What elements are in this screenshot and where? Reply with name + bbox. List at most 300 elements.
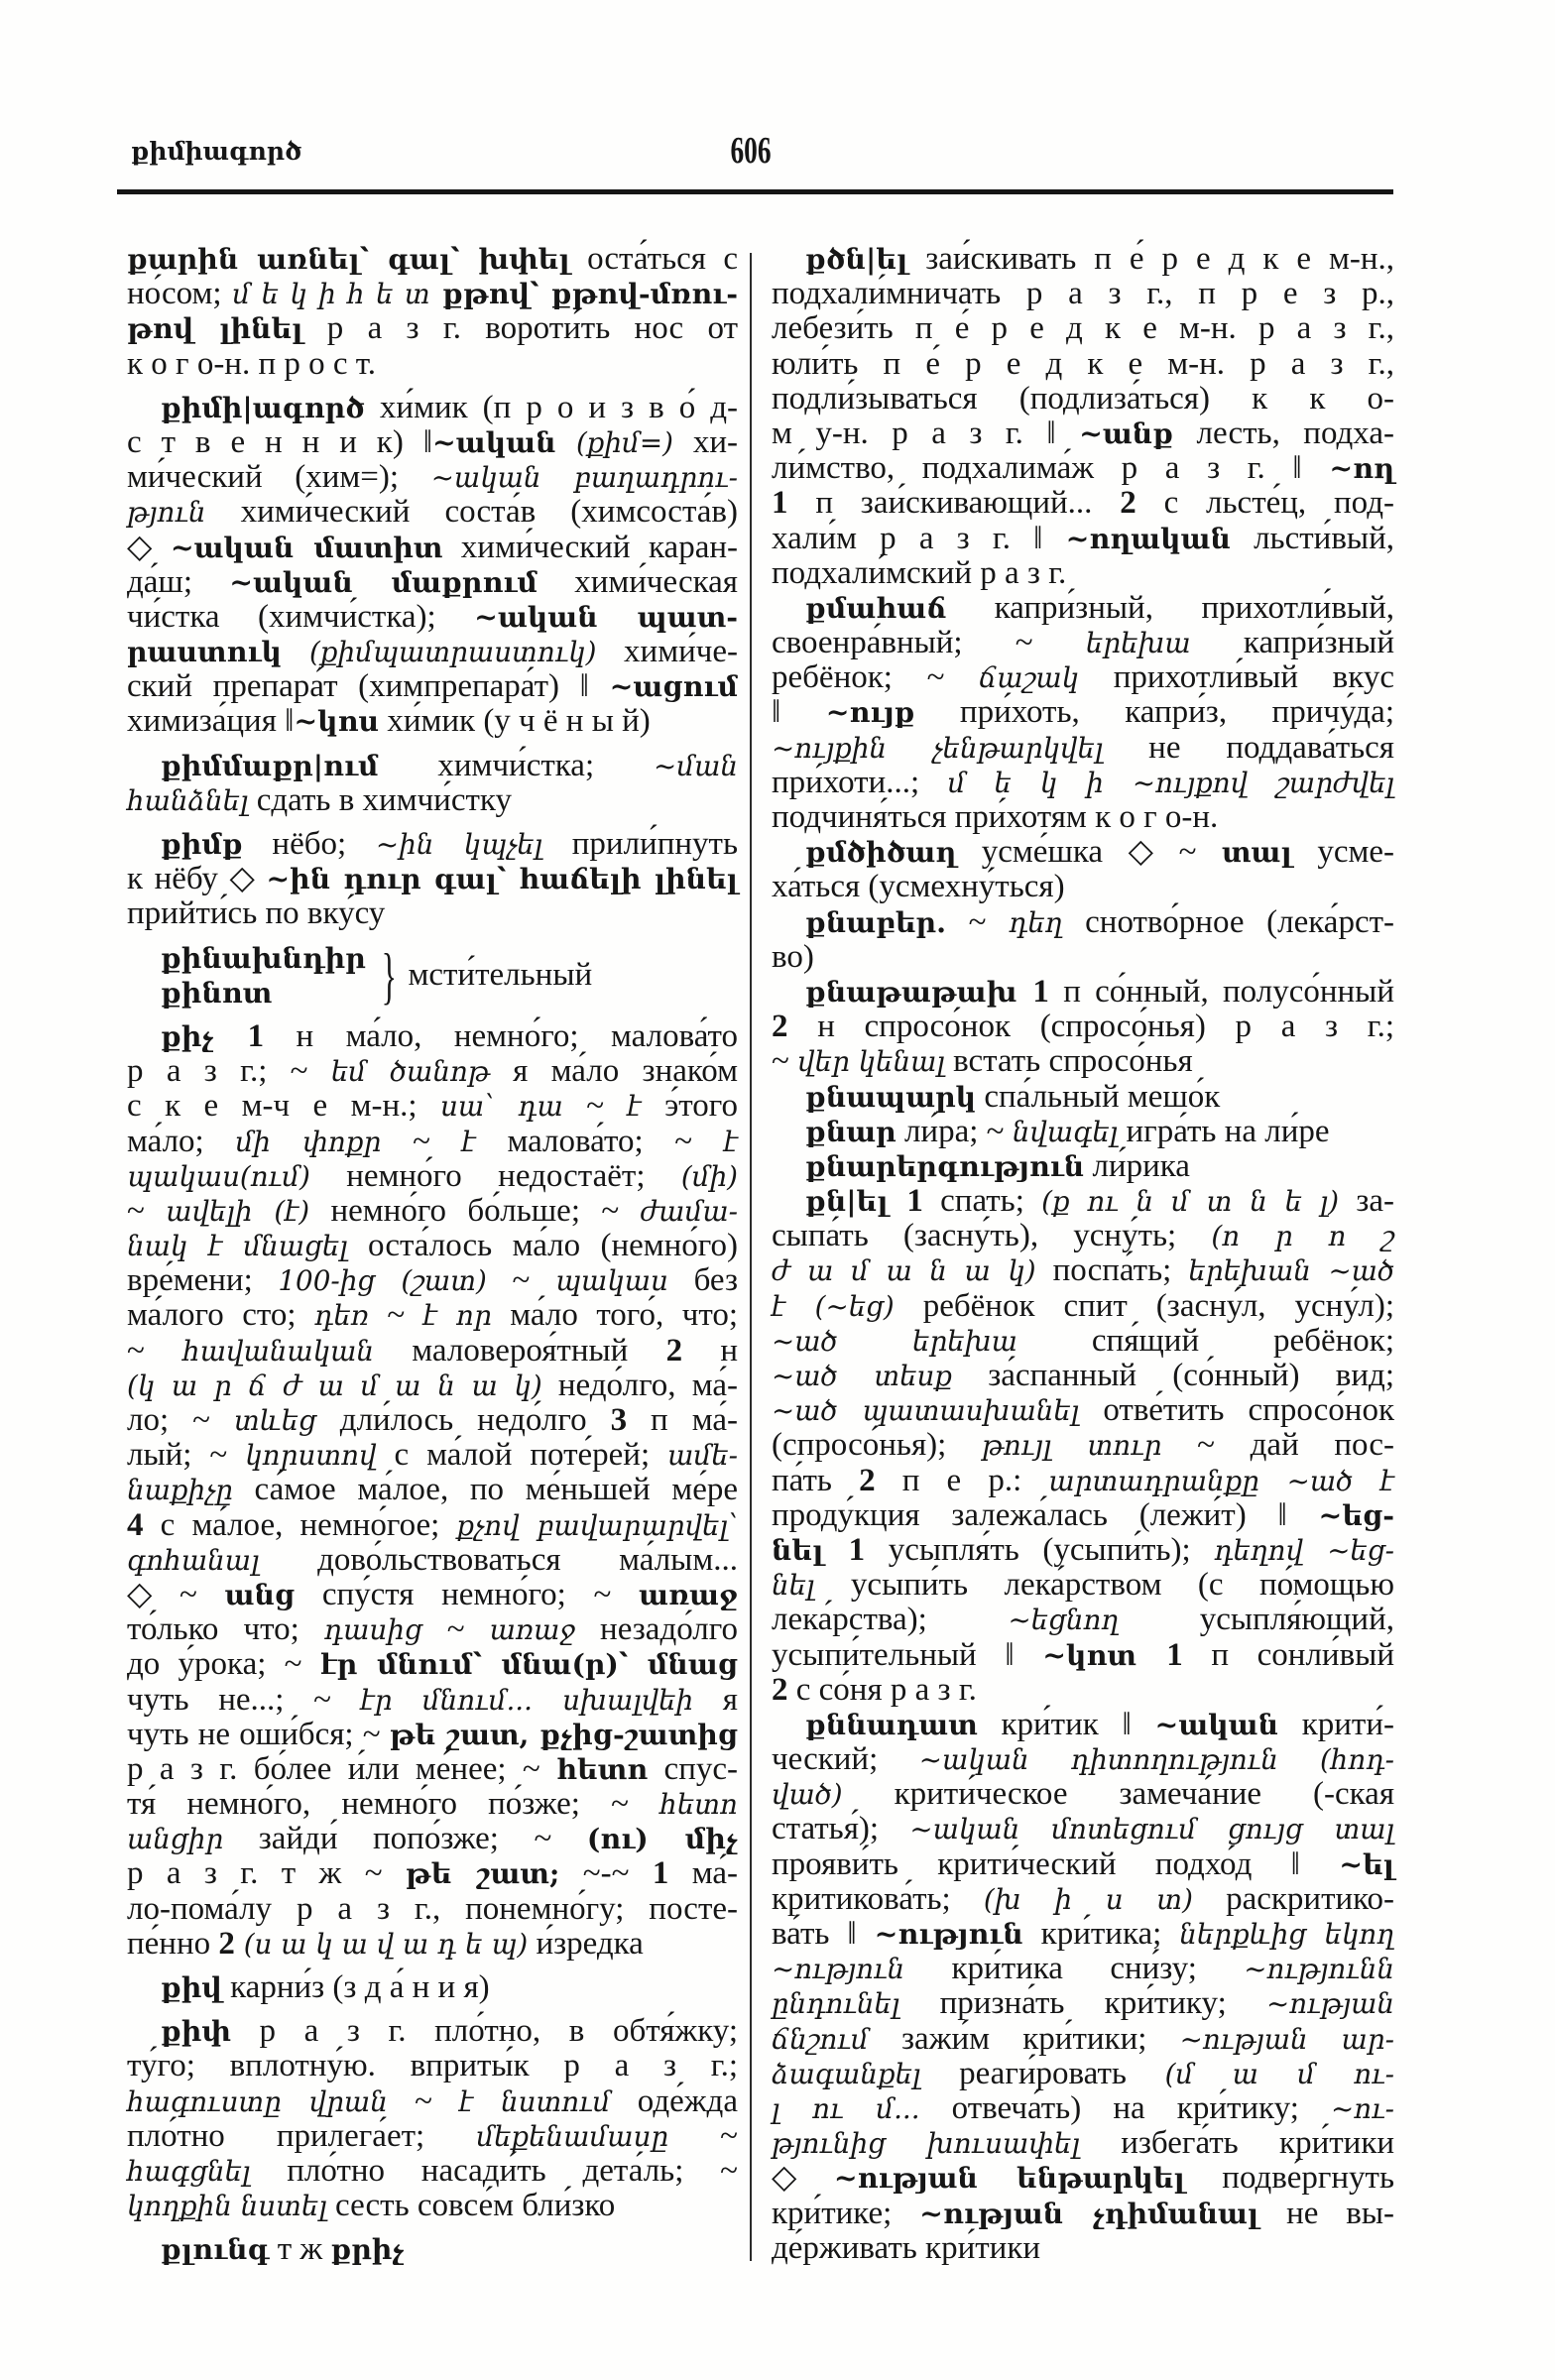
armenian-example: դեղով ~եց- xyxy=(1214,1533,1394,1567)
russian-translation: капри́зный, прихотли́вый, xyxy=(946,589,1394,626)
russian-translation: де́рживать кри́тики xyxy=(772,2229,1041,2266)
armenian-example: ներքևից եկող xyxy=(1179,1918,1395,1951)
sense-number: 2 xyxy=(1120,485,1136,522)
entry-line xyxy=(127,2189,738,2223)
dictionary-entry xyxy=(127,242,738,382)
entry-line xyxy=(127,1438,738,1473)
line-text xyxy=(772,381,1394,416)
line-text xyxy=(772,1009,1394,1044)
line-text xyxy=(127,241,738,277)
line-text xyxy=(772,521,1394,556)
line-text xyxy=(127,1368,738,1403)
russian-translation: ло-пома́лу р а з г., понемно́гу; посте- xyxy=(127,1890,738,1927)
russian-translation: хими́ческая xyxy=(537,563,738,600)
line-text xyxy=(772,1951,1394,1986)
bold-phrase: ~կոս xyxy=(294,704,380,739)
russian-translation: немно́го недостаёт; xyxy=(309,1157,681,1194)
bold-phrase: էր մնում՝ մնա(ր)՝ մնաց xyxy=(319,1647,738,1682)
armenian-example: քչով բավարարվել՝ xyxy=(456,1508,738,1542)
russian-translation: малова́то; ~ xyxy=(475,1123,724,1159)
line-text xyxy=(127,346,376,382)
line-text xyxy=(772,869,1065,904)
russian-translation: ~ xyxy=(421,1611,490,1648)
russian-translation: подхали́мский р а з г. xyxy=(772,554,1067,591)
armenian-example: է որ xyxy=(422,1299,492,1333)
dictionary-entry xyxy=(772,1184,1394,1708)
russian-translation: избега́ть кри́тики xyxy=(1079,2125,1395,2162)
entry-line xyxy=(127,1970,738,2005)
russian-translation: кри́тик ‖ xyxy=(977,1706,1155,1742)
russian-translation: недо́лго, ма́- xyxy=(541,1367,738,1403)
russian-translation: хими́че- xyxy=(596,634,738,670)
russian-translation: чи́стка (химчи́стка); xyxy=(127,598,475,635)
armenian-example: նաքիչը xyxy=(127,1474,233,1507)
entry-line xyxy=(772,626,1394,660)
line-text xyxy=(772,1985,1394,2021)
sense-number: 2 xyxy=(772,1009,788,1045)
russian-translation: ~ xyxy=(381,1123,462,1159)
entry-line xyxy=(127,425,738,460)
russian-translation: во) xyxy=(772,938,814,975)
russian-translation: ли́мство, подхалима́ж р а з г. ‖ xyxy=(772,450,1330,487)
bold-phrase: ~ական մաքրում xyxy=(229,564,538,599)
russian-translation: карни́з (з д а́ н и я) xyxy=(221,1969,490,2006)
russian-translation: ~ xyxy=(127,1192,167,1229)
russian-translation: лесть, подха- xyxy=(1173,415,1394,451)
armenian-example: երեխան ~ած xyxy=(1188,1254,1394,1288)
russian-translation: за- xyxy=(1339,1183,1394,1220)
russian-translation: хими́ческий соста́в (химсоста́в) xyxy=(205,494,738,531)
line-text xyxy=(772,1881,1394,1917)
armenian-example: ամե- xyxy=(667,1439,738,1473)
dictionary-entry xyxy=(772,1080,1394,1115)
line-text xyxy=(772,659,1394,695)
russian-translation: ми́ческий (хим=); xyxy=(127,459,431,496)
headword-group xyxy=(161,941,366,1011)
entry-line xyxy=(772,1184,1394,1219)
russian-translation: прихотли́вый вкус xyxy=(1079,659,1394,696)
line-text xyxy=(127,1611,738,1647)
bold-phrase: ~ության ենթարկել xyxy=(833,2161,1185,2196)
line-text xyxy=(127,861,738,896)
line-text xyxy=(805,241,1394,277)
entry-line xyxy=(127,495,738,530)
armenian-example: (քիմ=) xyxy=(555,425,673,459)
bold-phrase: քարին առնել՝ գալ՝ խփել xyxy=(127,242,570,276)
dictionary-entry xyxy=(127,827,738,932)
entry-line xyxy=(127,1298,738,1333)
column-divider xyxy=(750,253,752,2261)
line-text xyxy=(772,1252,1394,1288)
armenian-example: ընդունել xyxy=(772,1987,900,2021)
armenian-example: ~ին կպչել xyxy=(375,828,543,861)
armenian-example: ված) xyxy=(772,1778,843,1812)
entry-line xyxy=(772,2197,1394,2231)
russian-translation: лебези́ть п е́ р е д к е м-н. р а з г., xyxy=(772,310,1394,347)
entry-line xyxy=(772,1080,1394,1115)
line-text xyxy=(161,748,738,783)
russian-translation: ~ дай пос- xyxy=(1161,1427,1395,1464)
entry-line xyxy=(127,1368,738,1403)
russian-translation: с ма́лое, немно́гое; xyxy=(143,1506,457,1543)
entry-line xyxy=(127,2014,738,2049)
russian-translation: льсти́вый, xyxy=(1230,520,1394,556)
russian-translation: снотво́рное (лека́рст- xyxy=(1062,903,1394,940)
dictionary-entry xyxy=(127,1019,738,1962)
armenian-example: էր մնում... սխալվեի xyxy=(360,1683,694,1717)
armenian-example: ժամա- xyxy=(640,1194,738,1228)
line-text xyxy=(127,494,738,530)
header-rule xyxy=(117,189,1393,194)
sense-number: 4 xyxy=(127,1506,144,1543)
armenian-example: (մի) xyxy=(680,1159,738,1193)
line-text xyxy=(772,555,1066,591)
bold-phrase: ~ողական xyxy=(1065,521,1231,555)
brace-symbol: } xyxy=(381,939,397,1011)
russian-translation: реаги́ровать xyxy=(920,2055,1165,2091)
headword: քնարերգություն xyxy=(805,1148,1085,1183)
armenian-example: սա՝ դա xyxy=(440,1090,563,1124)
bold-phrase: ~ական xyxy=(432,424,556,459)
entry-line xyxy=(127,1508,738,1543)
entry-line xyxy=(772,242,1394,277)
russian-translation: ский препара́т (химпрепара́т) ‖ xyxy=(127,668,610,705)
bold-phrase: քթով՝ քթով-մռու- xyxy=(429,277,738,311)
russian-translation: мсти́тельный xyxy=(408,957,593,994)
entry-line xyxy=(772,660,1394,695)
armenian-example: ~ման xyxy=(654,749,738,782)
russian-translation: юли́ть п е́ р е д к е м-н. р а з г., xyxy=(772,345,1394,382)
entry-line xyxy=(127,1612,738,1647)
armenian-example: առաջ xyxy=(489,1613,575,1647)
line-text xyxy=(161,2231,405,2267)
line-text xyxy=(127,1646,738,1682)
armenian-example: ~ական մոտեցում ցույց տալ xyxy=(909,1813,1395,1846)
headword: քիմք xyxy=(161,827,243,861)
armenian-example: է նստում xyxy=(459,2084,611,2118)
bold-phrase: ~ական պատ- xyxy=(474,599,738,634)
entry-line xyxy=(127,1125,738,1159)
armenian-example: է xyxy=(461,1125,476,1158)
russian-translation: спус- xyxy=(648,1750,739,1787)
russian-translation: при́хоти...; xyxy=(772,764,948,800)
line-text xyxy=(127,1751,738,1787)
line-text xyxy=(127,1053,738,1089)
entry-line xyxy=(772,1253,1394,1288)
line-text xyxy=(772,1637,1394,1673)
entry-line xyxy=(127,1927,738,1962)
entry-line xyxy=(127,1822,738,1856)
armenian-example: թույլ տուր xyxy=(981,1429,1162,1463)
armenian-example: է (~եց) xyxy=(772,1289,895,1323)
russian-translation: прийти́сь по вку́су xyxy=(127,895,386,932)
headword: քիվ xyxy=(161,1970,222,2005)
armenian-example: մ ե կ ի հ ե տ xyxy=(232,278,430,311)
entry-line xyxy=(772,1044,1394,1079)
russian-translation: м у-н. р а з г. ‖ xyxy=(772,415,1080,451)
russian-translation: ◇ xyxy=(772,2160,834,2197)
russian-translation: игра́ть на ли́ре xyxy=(1118,1113,1330,1149)
armenian-example: ~ած պատասխանել xyxy=(772,1394,1080,1428)
headword: քլունգ xyxy=(161,2232,270,2267)
bold-phrase: ~ույք xyxy=(825,695,915,730)
russian-translation: при́хоть, капри́з, причу́да; xyxy=(914,694,1394,731)
entry-line xyxy=(772,870,1394,904)
entry-line xyxy=(127,1263,738,1298)
headword: քնաբեր. xyxy=(805,904,946,939)
entry-line xyxy=(772,1917,1394,1952)
sense-number: 2 xyxy=(218,1925,235,1962)
line-text xyxy=(161,2013,738,2049)
line-text xyxy=(772,2090,1394,2126)
dictionary-entry xyxy=(772,591,1394,835)
russian-translation: за́спанный (со́нный) вид; xyxy=(952,1358,1394,1393)
entry-line xyxy=(772,277,1394,311)
armenian-example: է xyxy=(627,1090,642,1124)
entry-line xyxy=(127,2049,738,2083)
russian-translation: ва́ть ‖ xyxy=(772,1916,875,1952)
armenian-example: լ ու մ... xyxy=(772,2091,920,2125)
russian-translation: ха́ться (усмехну́ться) xyxy=(772,869,1065,905)
russian-translation: крити́ческое замеча́ние (-ская xyxy=(842,1776,1394,1813)
entry-line xyxy=(772,800,1394,835)
russian-translation: хими́ческий каран- xyxy=(442,529,738,565)
armenian-example: (ո ր ո շ xyxy=(1211,1220,1394,1253)
russian-translation: хи- xyxy=(672,423,738,460)
entry-line xyxy=(772,1219,1394,1253)
russian-translation: ~ xyxy=(562,1088,628,1125)
dictionary-entry xyxy=(127,1970,738,2005)
sense-number: 1 xyxy=(1032,973,1049,1010)
entry-line xyxy=(772,451,1394,486)
entry-line xyxy=(127,1892,738,1927)
entry-line xyxy=(772,382,1394,416)
line-text xyxy=(772,1602,1394,1637)
entry-line xyxy=(772,1708,1394,1742)
russian-translation: спать; xyxy=(922,1183,1042,1220)
russian-translation: са́мое ма́лое, по ме́ньшей ме́ре xyxy=(232,1472,738,1508)
running-head-word: քիմիագործ xyxy=(131,137,302,166)
armenian-example: (քիմպատրաստուկ) xyxy=(281,636,597,669)
sense-number: 1 xyxy=(906,1183,923,1220)
left-column xyxy=(127,242,738,2268)
russian-translation: но́сом; xyxy=(127,276,233,312)
entry-line xyxy=(127,2232,738,2267)
entry-line xyxy=(772,2057,1394,2091)
armenian-example: ~ությունն xyxy=(1244,1953,1394,1986)
line-text xyxy=(127,668,738,704)
line-text xyxy=(772,625,1394,660)
headword: քինոտ xyxy=(161,975,273,1010)
entry-line xyxy=(772,1742,1394,1777)
headword: քիմի|ագործ xyxy=(161,390,365,424)
armenian-example: հագուստը վրան xyxy=(127,2084,388,2118)
entry-line xyxy=(127,1752,738,1787)
line-text xyxy=(127,1821,738,1856)
armenian-example: գոհանալ xyxy=(127,1543,260,1577)
russian-translation: ту́го; вплотну́ю. вприты́к р а з г.; xyxy=(127,2048,738,2084)
headword: քիչ xyxy=(161,1018,248,1053)
line-text xyxy=(772,1392,1394,1428)
sense-number: 2 xyxy=(859,1462,876,1498)
russian-translation: подве́ргнуть xyxy=(1184,2160,1395,2197)
entry-line xyxy=(772,695,1394,730)
russian-translation: заи́скивать п е́ р е д к е м-н., xyxy=(907,241,1394,277)
line-text xyxy=(772,730,1394,766)
russian-translation: ~-~ xyxy=(559,1855,653,1892)
entry-line xyxy=(127,1647,738,1682)
line-text xyxy=(805,1079,1220,1115)
entry-line xyxy=(772,1812,1394,1846)
entry-line xyxy=(772,347,1394,382)
line-text xyxy=(127,2118,738,2154)
entry-line xyxy=(127,565,738,600)
entry-line xyxy=(127,1543,738,1578)
entry-line xyxy=(127,2119,738,2154)
entry-line xyxy=(772,1393,1394,1428)
bold-phrase: տալ xyxy=(1222,835,1292,870)
entry-line xyxy=(127,1194,738,1229)
headword: քնաթաթախ xyxy=(805,974,1033,1009)
headword: քիմմաքր|ում xyxy=(161,748,379,782)
armenian-example: դեռ xyxy=(314,1299,369,1333)
line-text xyxy=(127,459,738,495)
entry-line xyxy=(772,486,1394,521)
entry-line xyxy=(127,347,738,382)
bold-phrase: նել xyxy=(772,1532,849,1567)
armenian-example: ~ություն xyxy=(772,1953,905,1986)
armenian-example: տևեց xyxy=(233,1404,316,1438)
russian-translation: прояви́ть крити́ческий подхо́д ‖ xyxy=(772,1845,1340,1882)
russian-translation: ◇ xyxy=(127,529,171,565)
sense-number: 2 xyxy=(772,1671,788,1708)
russian-translation: подли́зываться (подлиза́ться) к к о- xyxy=(772,380,1394,416)
bold-phrase: ~ական xyxy=(1154,1707,1278,1741)
entry-line xyxy=(127,783,738,818)
bold-phrase: րաստուկ xyxy=(127,635,282,669)
headword: քմահաճ xyxy=(805,590,947,625)
russian-translation: хи́мик (у ч ё н ы й) xyxy=(379,703,651,740)
armenian-example: ~ած երեխա xyxy=(772,1324,1017,1358)
line-text xyxy=(772,1741,1394,1777)
bold-phrase: ~եց- xyxy=(1318,1497,1394,1532)
bold-phrase: (ու) միչ xyxy=(586,1822,739,1856)
armenian-example: մեքենամասը xyxy=(476,2119,669,2153)
entry-line xyxy=(127,600,738,635)
russian-translation: ли́ра; ~ xyxy=(896,1113,1013,1149)
entry-line xyxy=(127,862,738,896)
line-text xyxy=(772,1776,1394,1812)
line-text xyxy=(127,895,385,931)
entry-line xyxy=(127,1089,738,1124)
russian-translation: вре́мени; xyxy=(127,1262,279,1299)
russian-translation: спа́льный мешо́к xyxy=(976,1078,1221,1115)
line-text xyxy=(127,2083,738,2119)
entry-line xyxy=(772,2091,1394,2126)
armenian-example: ճնշում xyxy=(772,2022,869,2056)
russian-translation: ло; ~ xyxy=(127,1402,234,1439)
russian-translation: п ма́- xyxy=(627,1402,738,1439)
russian-translation: н спросо́нок (спросо́нья) р а з г.; xyxy=(787,1009,1394,1045)
russian-translation: ~ xyxy=(368,1297,423,1334)
dictionary-entry xyxy=(772,835,1394,904)
armenian-example: պակաս xyxy=(554,1264,668,1298)
right-column xyxy=(772,242,1394,2266)
line-text xyxy=(127,1193,738,1229)
entry-line xyxy=(772,416,1394,451)
entry-line xyxy=(772,2126,1394,2161)
headword: քն|ել xyxy=(805,1184,907,1219)
russian-translation: ~ xyxy=(772,1043,798,1080)
line-text xyxy=(127,1891,738,1927)
entry-line xyxy=(772,2022,1394,2057)
line-text xyxy=(127,276,738,311)
russian-translation: кри́тике; xyxy=(772,2195,920,2231)
armenian-example: ~ական դիտողություն (հոդ- xyxy=(918,1743,1395,1777)
line-text xyxy=(127,1855,738,1891)
entry-line xyxy=(772,1882,1394,1917)
entry-line xyxy=(127,1229,738,1263)
line-text xyxy=(772,2021,1394,2057)
russian-translation: не поддава́ться xyxy=(1103,729,1394,766)
line-text xyxy=(772,1846,1394,1882)
bold-phrase: ~ացում xyxy=(609,669,738,704)
russian-translation: капри́зный xyxy=(1190,625,1394,661)
russian-translation: ~ xyxy=(668,2117,738,2154)
entry-line xyxy=(127,391,738,425)
armenian-example: ~եցնող xyxy=(1008,1604,1120,1637)
entry-line xyxy=(127,1856,738,1891)
russian-translation: р а з г.; ~ xyxy=(127,1053,331,1090)
russian-translation: зайди́ попо́зже; ~ xyxy=(223,1821,587,1857)
armenian-example: մ ե կ ի ~ույքով շարժվել xyxy=(947,766,1394,799)
russian-translation: оста́лось ма́ло (немно́го) xyxy=(347,1228,739,1264)
russian-translation: да́ш; xyxy=(127,563,230,600)
bold-phrase: անց xyxy=(224,1577,296,1611)
line-text xyxy=(772,939,814,975)
russian-translation: химчи́стка; xyxy=(378,747,654,783)
russian-translation: чуть не оши́бся; ~ xyxy=(127,1716,390,1752)
entry-line xyxy=(772,2231,1394,2266)
entry-line xyxy=(772,1847,1394,1882)
bold-phrase: ~ության չդիմանալ xyxy=(919,2196,1259,2230)
line-text xyxy=(127,1786,738,1822)
russian-translation: маловероя́тный xyxy=(374,1332,666,1368)
russian-translation: пло́тно насади́ть дета́ль; ~ xyxy=(250,2152,738,2189)
russian-translation: ~ xyxy=(945,903,1010,940)
dictionary-entry xyxy=(127,2232,738,2267)
line-text xyxy=(772,416,1394,451)
russian-translation: усыпля́ть (усыпи́ть); xyxy=(865,1531,1215,1568)
russian-translation: н ма́ло, немно́го; малова́то xyxy=(264,1017,738,1054)
russian-translation: усыпля́ющий, xyxy=(1119,1602,1394,1638)
line-text xyxy=(127,1333,738,1368)
line-text xyxy=(805,1114,1330,1149)
russian-translation: чуть не...; ~ xyxy=(127,1681,361,1718)
line-text xyxy=(127,1402,738,1438)
line-text xyxy=(127,1542,738,1578)
line-text xyxy=(772,485,1394,521)
line-text xyxy=(127,1472,738,1507)
russian-translation: р а з г. пло́тно, в обтя́жку; xyxy=(230,2013,738,2050)
line-text xyxy=(772,1672,977,1708)
russian-translation: п заи́скивающий... xyxy=(787,485,1121,522)
line-text xyxy=(805,904,1394,940)
bold-phrase: առաջ xyxy=(639,1577,738,1611)
line-text xyxy=(127,1158,738,1194)
russian-translation: оде́жда xyxy=(610,2082,738,2119)
russian-translation: с со́ня р а з г. xyxy=(787,1671,977,1708)
